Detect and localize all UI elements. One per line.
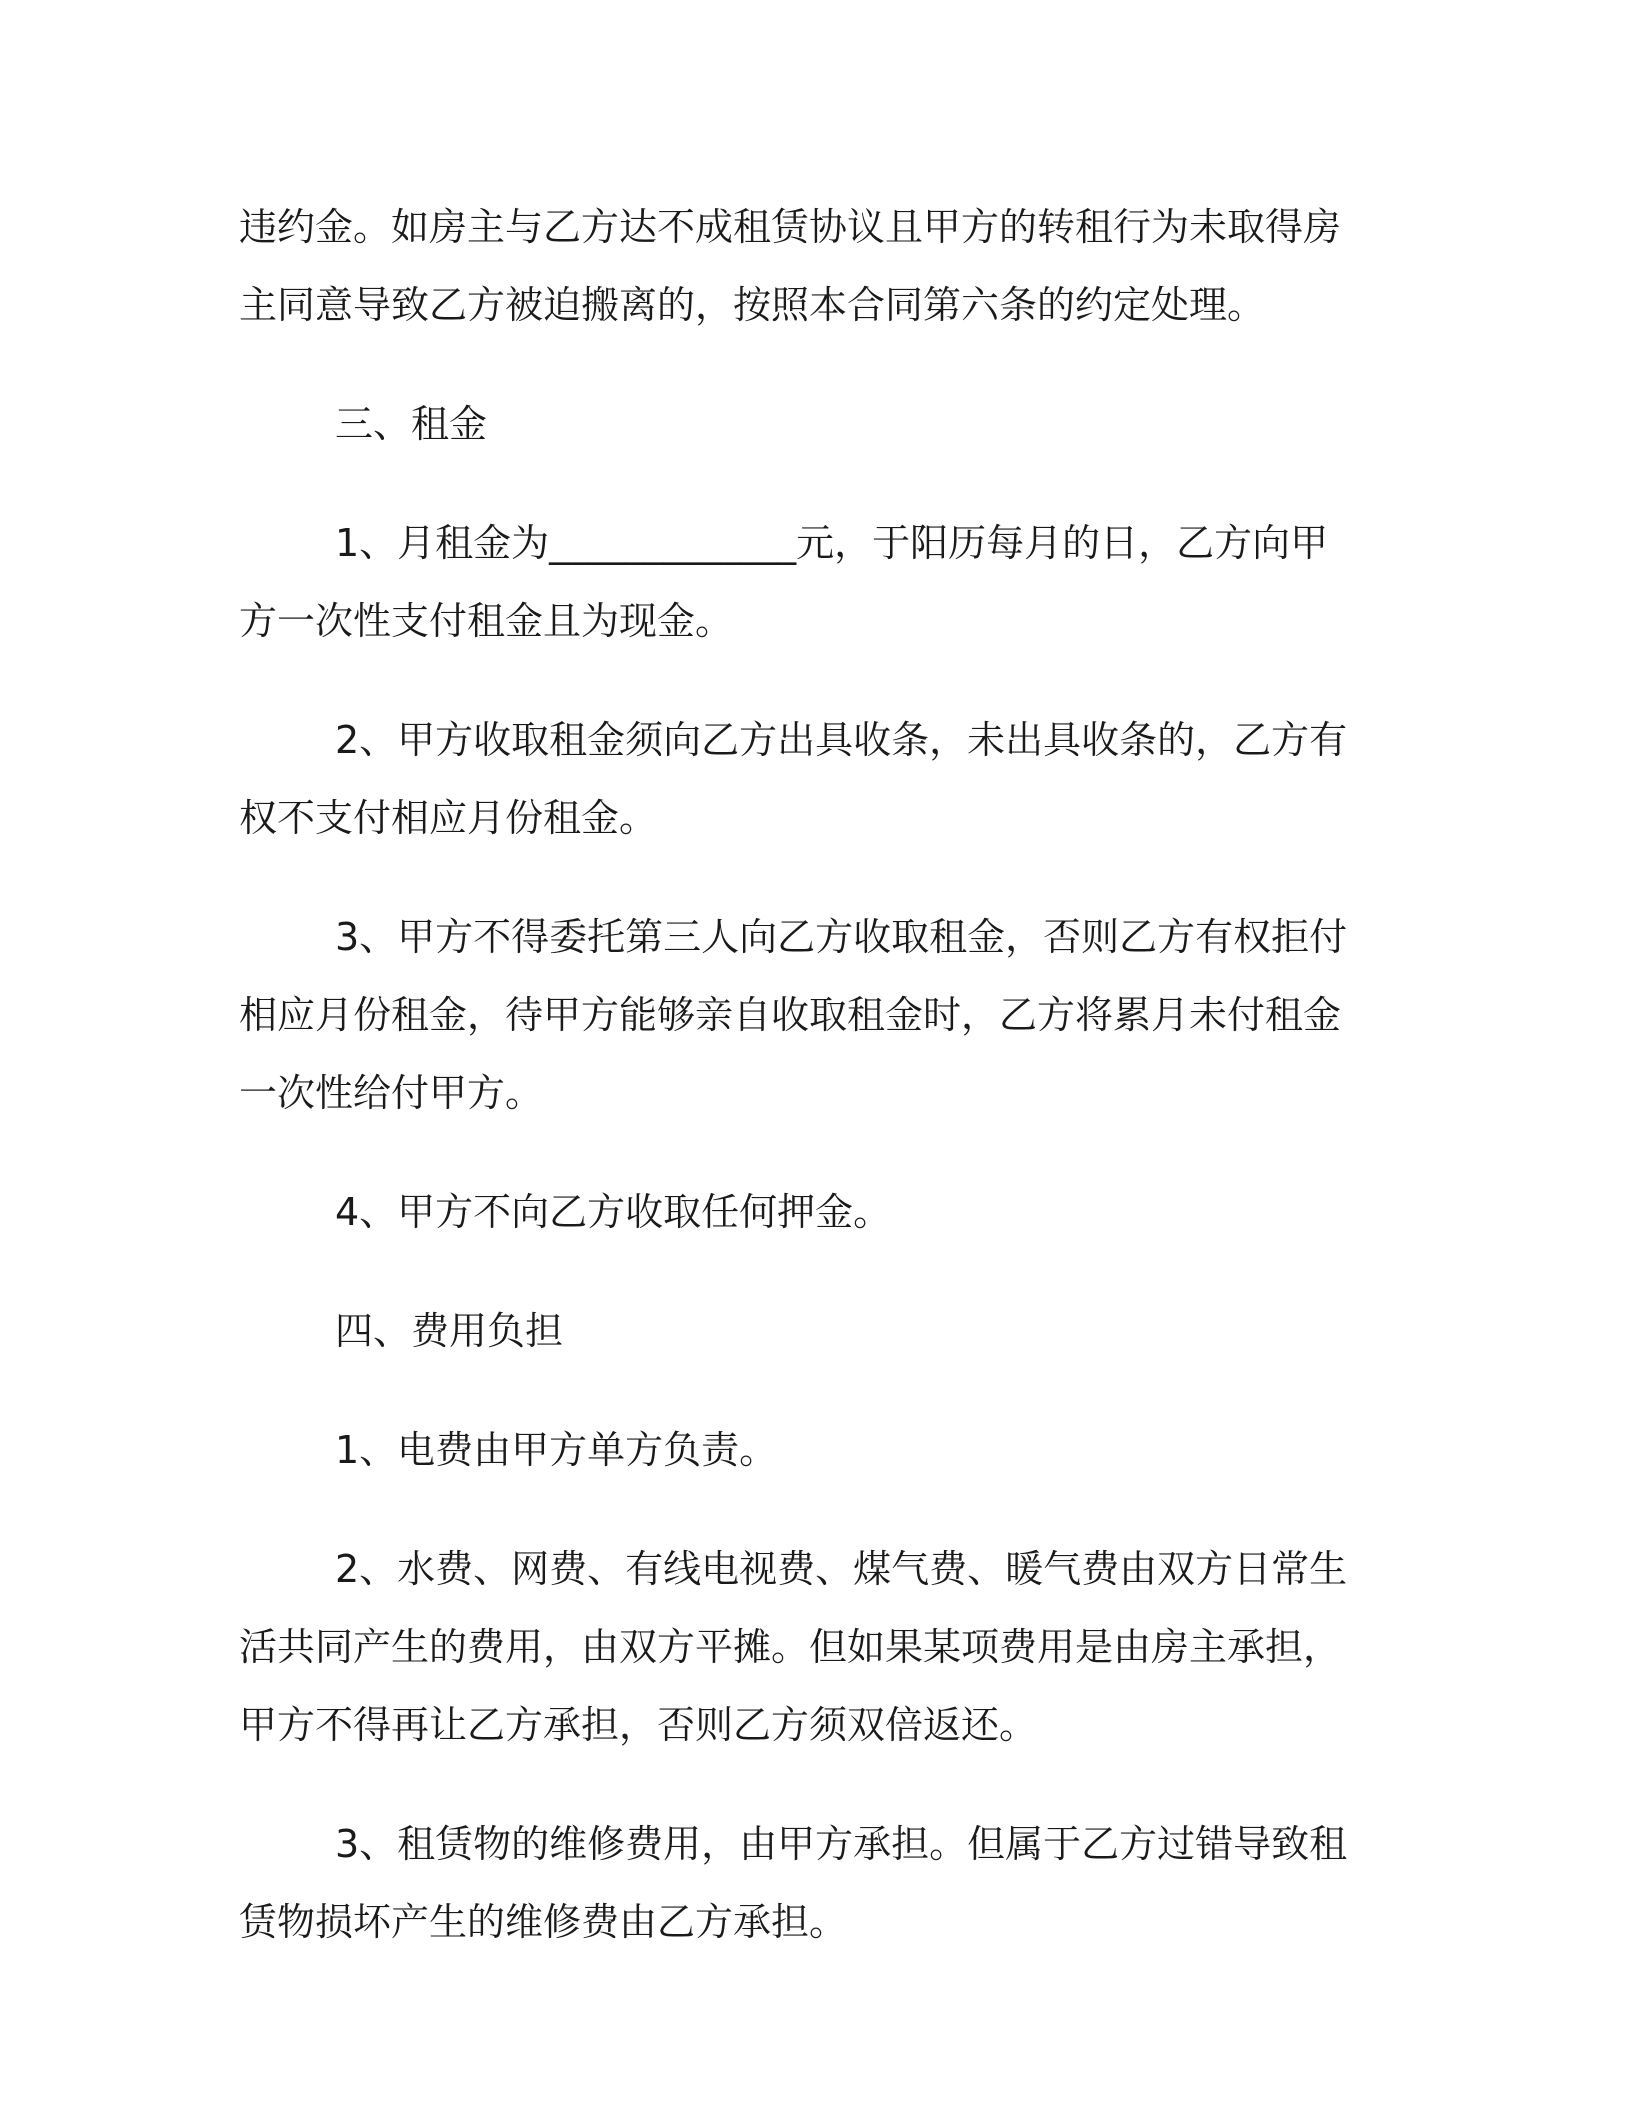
document-page bbox=[239, 188, 1364, 2002]
paragraph-expenses-1: 1、电费由甲方单方负责。 bbox=[335, 1428, 778, 1472]
paragraph-rent-3: 3、甲方不得委托第三人向乙方收取租金，否则乙方有权拒付相应月份租金，待甲方能够亲自收取租金时，乙方将累月未付租金一次性给付甲方。 bbox=[239, 915, 1348, 1115]
paragraph-expenses-2: 2、水费、网费、有线电视费、煤气费、暖气费由双方日常生活共同产生的费用，由双方平摊。但如果某项费用是由房主承担，甲方不得再让乙方承担，否则乙方须双倍返还。 bbox=[239, 1547, 1348, 1747]
paragraph-rent-1: 1、月租金为_____________元，于阳历每月的日，乙方向甲方一次性支付租金且为现金。 bbox=[239, 521, 1329, 643]
paragraph-rent-2: 2、甲方收取租金须向乙方出具收条，未出具收条的，乙方有权不支付相应月份租金。 bbox=[239, 718, 1348, 840]
paragraph-rent-4: 4、甲方不向乙方收取任何押金。 bbox=[335, 1190, 892, 1234]
paragraph-expenses-3: 3、租赁物的维修费用，由甲方承担。但属于乙方过错导致租赁物损坏产生的维修费由乙方承担。 bbox=[239, 1822, 1348, 1944]
paragraph-breach-penalty: 违约金。如房主与乙方达不成租赁协议且甲方的转租行为未取得房主同意导致乙方被迫搬离的，按照本合同第六条的约定处理。 bbox=[239, 205, 1342, 327]
section-heading-rent: 三、租金 bbox=[335, 402, 488, 446]
section-heading-expenses: 四、费用负担 bbox=[335, 1309, 564, 1353]
